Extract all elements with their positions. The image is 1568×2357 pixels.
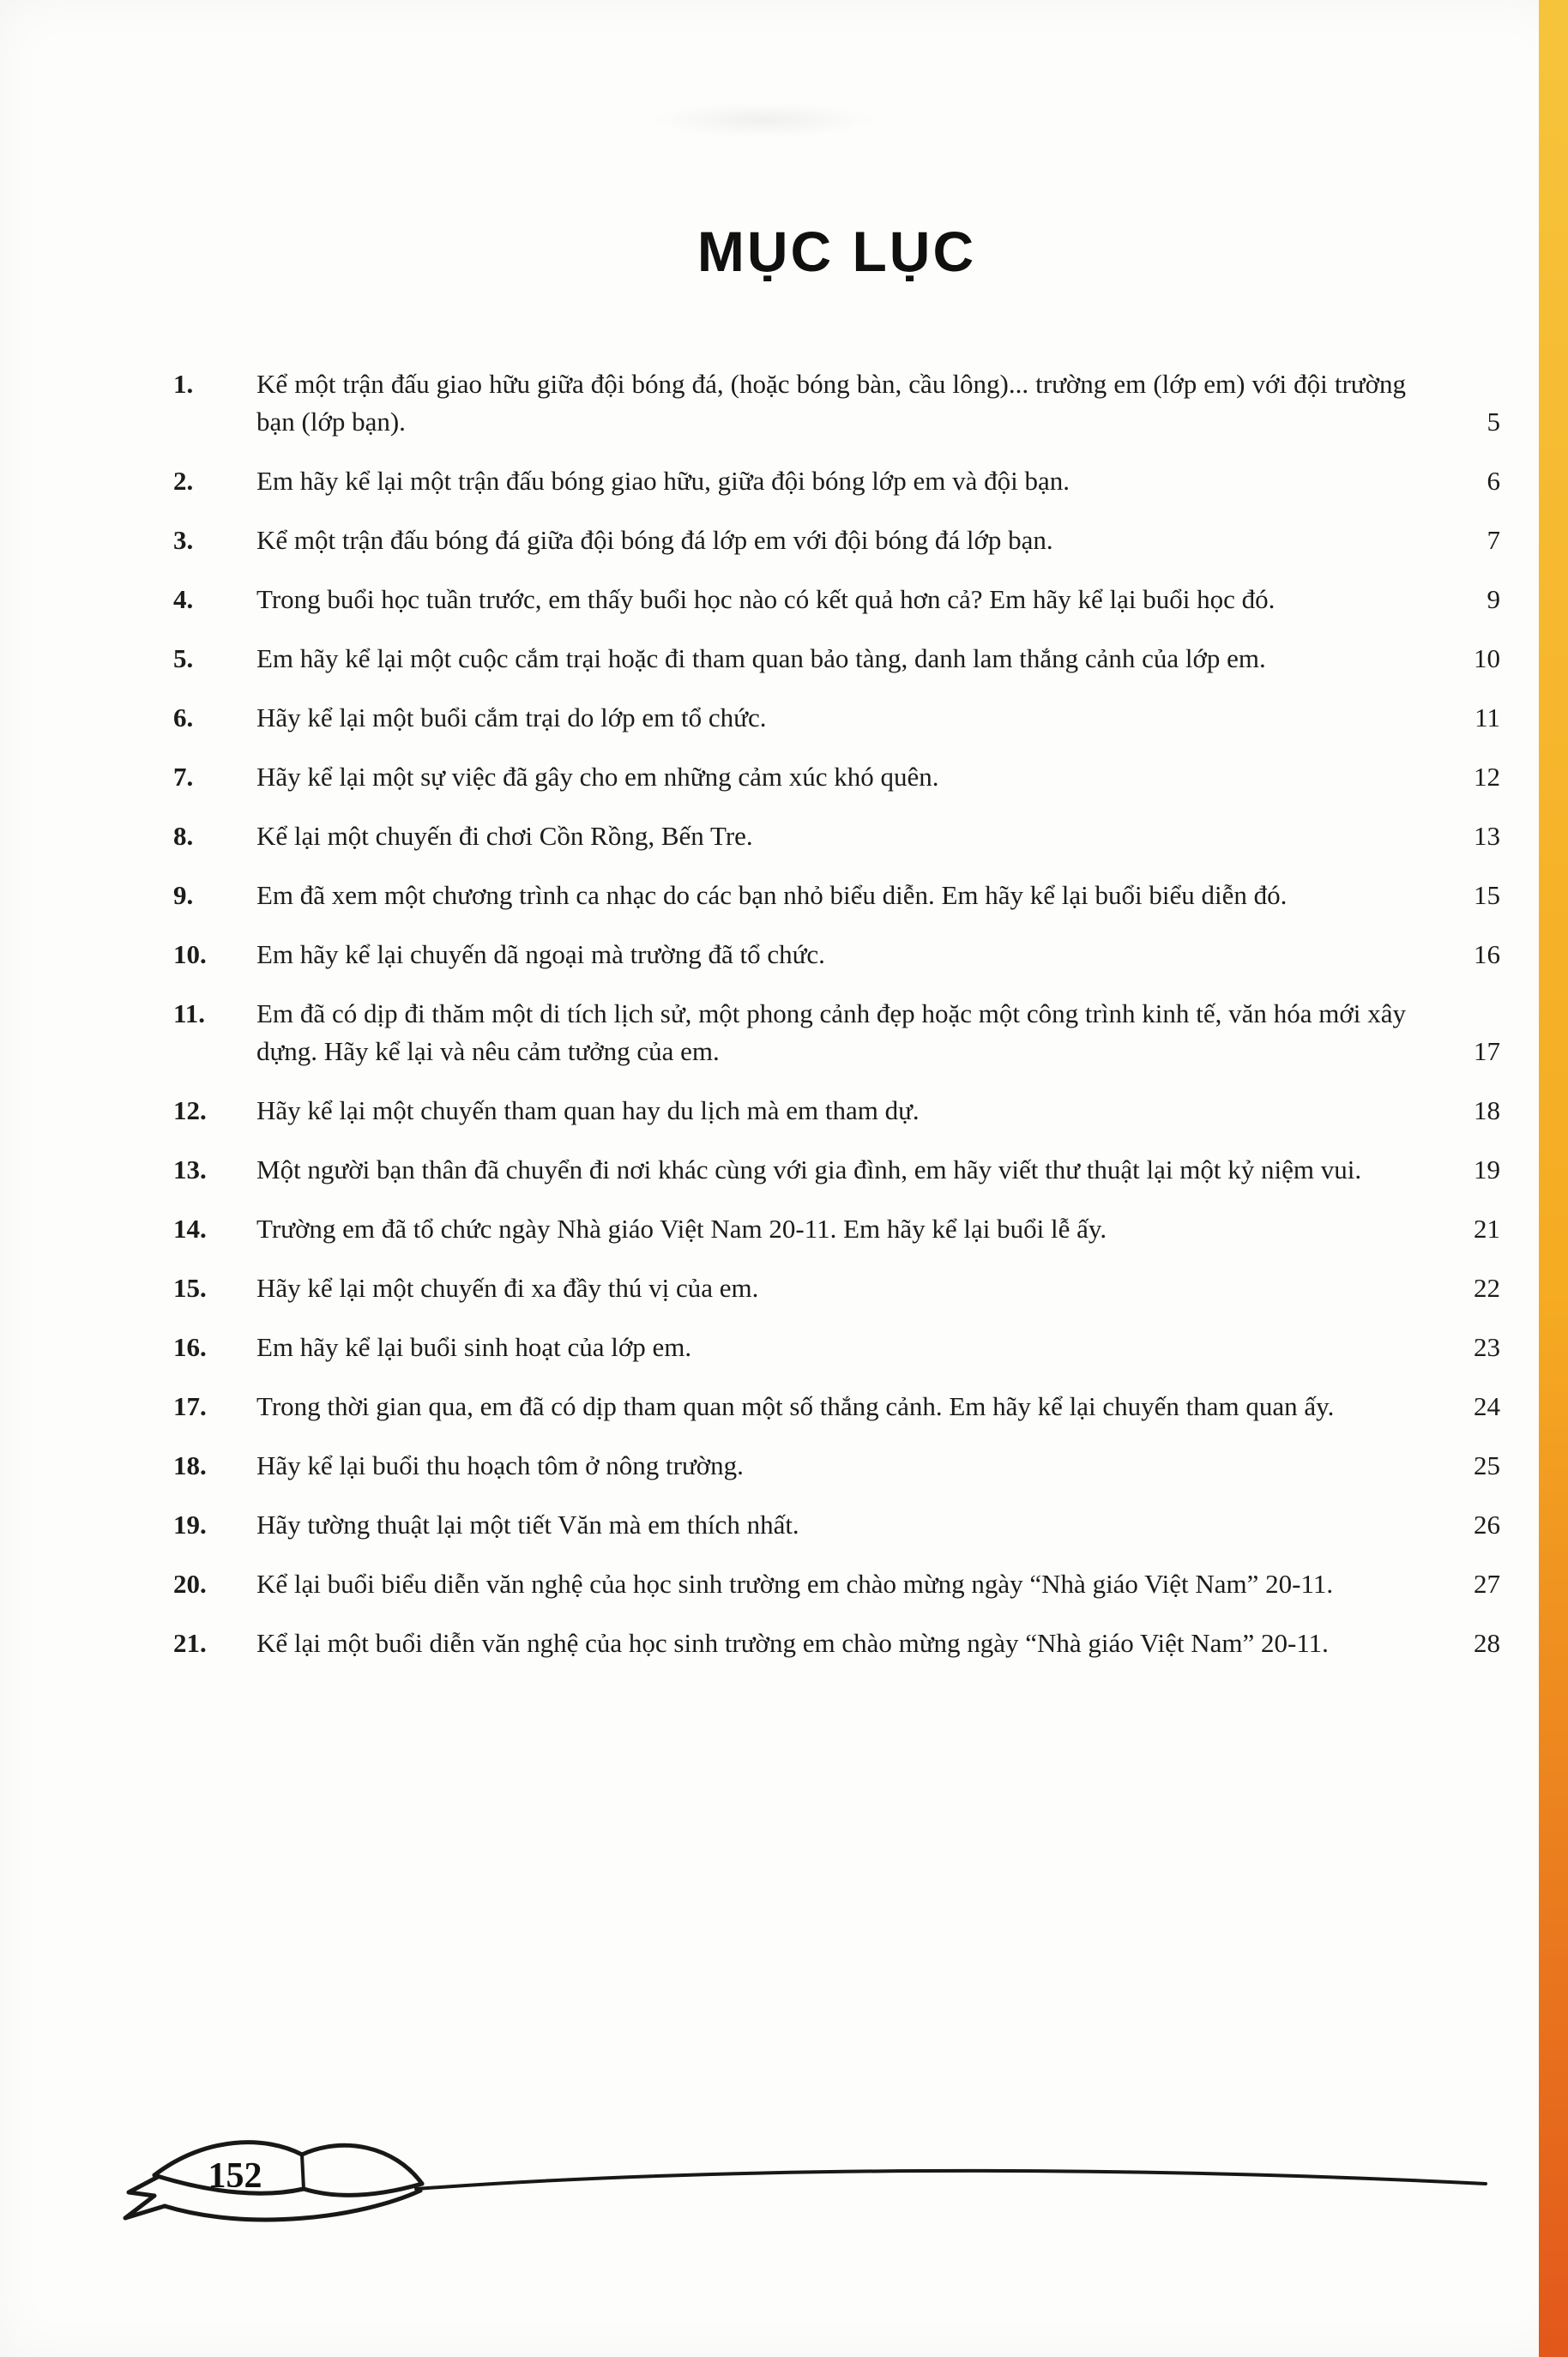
toc-entry-title: Một người bạn thân đã chuyển đi nơi khác cùng với gia đình, em hãy viết thư thuật lại một kỷ niệm vui. (256, 1154, 1362, 1185)
toc-entry-number: 12. (173, 1095, 207, 1125)
toc-entry-page: 22 (1474, 1273, 1500, 1303)
toc-entry-page: 9 (1487, 584, 1500, 614)
toc-entry-page: 12 (1474, 762, 1500, 792)
toc-entry (173, 1210, 1500, 1248)
toc-entry-number: 14. (173, 1214, 207, 1244)
toc-entry (173, 1506, 1500, 1544)
page-footer (120, 2110, 1527, 2273)
toc-entry (173, 1269, 1500, 1307)
toc-entry-number: 18. (173, 1450, 207, 1480)
toc-entry (173, 817, 1500, 855)
toc-entry-number: 20. (173, 1569, 207, 1599)
toc-entry (173, 699, 1500, 737)
scan-artifact (652, 103, 875, 137)
toc-entry-page: 21 (1474, 1214, 1500, 1244)
toc-entry-page: 11 (1475, 702, 1500, 732)
toc-entry-title: Trong buổi học tuần trước, em thấy buổi học nào có kết quả hơn cả? Em hãy kể lại buổi học đó. (256, 584, 1276, 614)
toc-entry-number: 19. (173, 1510, 207, 1540)
toc-entry-page: 19 (1474, 1154, 1500, 1185)
toc-entry (173, 1565, 1500, 1603)
toc-entry-page: 6 (1487, 466, 1500, 496)
footer-page-number: 152 (208, 2156, 262, 2196)
toc-entry-page: 25 (1474, 1450, 1500, 1480)
toc-entry-number: 16. (173, 1332, 207, 1362)
toc-entry-title: Em hãy kể lại chuyến dã ngoại mà trường đã tổ chức. (256, 939, 825, 969)
toc-entry (173, 365, 1500, 441)
toc-entry-page: 18 (1474, 1095, 1500, 1125)
toc-entry-page: 23 (1474, 1332, 1500, 1362)
open-book-icon (120, 2110, 1527, 2273)
toc-entry-page: 26 (1474, 1510, 1500, 1540)
toc-entry-number: 11. (173, 998, 206, 1028)
toc-entry (173, 640, 1500, 678)
toc-entry-page: 13 (1474, 821, 1500, 851)
toc-entry-page: 16 (1474, 939, 1500, 969)
toc-entry-title: Trường em đã tổ chức ngày Nhà giáo Việt Nam 20-11. Em hãy kể lại buổi lễ ấy. (256, 1214, 1107, 1244)
toc-entry-title: Em đã có dịp đi thăm một di tích lịch sử, một phong cảnh đẹp hoặc một công trình kinh tế, văn hóa mới xây dựng. Hãy kể lại và nêu cảm tưởng của em. (256, 998, 1406, 1066)
toc-entry-number: 21. (173, 1628, 207, 1658)
toc-entry-title: Em hãy kể lại một cuộc cắm trại hoặc đi tham quan bảo tàng, danh lam thắng cảnh của lớp em. (256, 643, 1266, 673)
accent-stripe (1539, 0, 1568, 2357)
toc-entry-title: Kể một trận đấu bóng đá giữa đội bóng đá lớp em với đội bóng đá lớp bạn. (256, 525, 1053, 555)
toc-entry (173, 758, 1500, 796)
toc-entry (173, 877, 1500, 914)
toc-entry-page: 17 (1474, 1036, 1500, 1066)
toc-entry (173, 1447, 1500, 1485)
toc-entry-page: 28 (1474, 1628, 1500, 1658)
toc-entry-number: 17. (173, 1391, 207, 1421)
toc-entry (173, 995, 1500, 1070)
toc-entry-number: 10. (173, 939, 207, 969)
toc-entry-number: 9. (173, 880, 194, 910)
toc-entry-title: Em hãy kể lại buổi sinh hoạt của lớp em. (256, 1332, 692, 1362)
toc-entry-page: 5 (1487, 407, 1500, 437)
toc-entry-title: Kể lại một chuyến đi chơi Cồn Rồng, Bến Tre. (256, 821, 753, 851)
toc-entry (173, 1329, 1500, 1366)
toc-entry-number: 3. (173, 525, 194, 555)
toc-entry (173, 462, 1500, 500)
toc-entry (173, 1625, 1500, 1662)
table-of-contents (173, 365, 1500, 1662)
toc-entry (173, 936, 1500, 974)
toc-entry-title: Em hãy kể lại một trận đấu bóng giao hữu, giữa đội bóng lớp em và đội bạn. (256, 466, 1070, 496)
toc-entry-title: Hãy kể lại một chuyến tham quan hay du lịch mà em tham dự. (256, 1095, 920, 1125)
toc-entry-number: 8. (173, 821, 194, 851)
toc-entry-title: Kể lại một buổi diễn văn nghệ của học sinh trường em chào mừng ngày “Nhà giáo Việt Nam” 20-11. (256, 1628, 1329, 1658)
toc-entry-page: 27 (1474, 1569, 1500, 1599)
toc-entry-number: 6. (173, 702, 194, 732)
toc-entry (173, 521, 1500, 559)
toc-entry (173, 1151, 1500, 1189)
toc-entry-number: 1. (173, 369, 194, 399)
toc-entry (173, 1388, 1500, 1426)
toc-entry-number: 5. (173, 643, 194, 673)
toc-entry-number: 13. (173, 1154, 207, 1185)
toc-entry-page: 10 (1474, 643, 1500, 673)
page-title: MỤC LỤC (697, 220, 977, 283)
toc-entry (173, 1092, 1500, 1130)
toc-entry-title: Hãy tường thuật lại một tiết Văn mà em thích nhất. (256, 1510, 799, 1540)
footer-rule (416, 2171, 1486, 2189)
toc-entry-number: 15. (173, 1273, 207, 1303)
toc-entry-title: Trong thời gian qua, em đã có dịp tham quan một số thắng cảnh. Em hãy kể lại chuyến tham quan ấy. (256, 1391, 1335, 1421)
toc-entry-number: 2. (173, 466, 194, 496)
toc-entry-number: 7. (173, 762, 194, 792)
toc-entry-page: 7 (1487, 525, 1500, 555)
toc-entry-title: Em đã xem một chương trình ca nhạc do các bạn nhỏ biểu diễn. Em hãy kể lại buổi biểu diễn đó. (256, 880, 1288, 910)
toc-entry-page: 24 (1474, 1391, 1500, 1421)
toc-entry-title: Kể lại buổi biểu diễn văn nghệ của học sinh trường em chào mừng ngày “Nhà giáo Việt Nam” 20-11. (256, 1569, 1334, 1599)
toc-entry-title: Hãy kể lại một buổi cắm trại do lớp em tổ chức. (256, 702, 767, 732)
toc-entry-page: 15 (1474, 880, 1500, 910)
toc-entry-title: Hãy kể lại buổi thu hoạch tôm ở nông trường. (256, 1450, 744, 1480)
toc-entry (173, 581, 1500, 618)
toc-entry-title: Kể một trận đấu giao hữu giữa đội bóng đá, (hoặc bóng bàn, cầu lông)... trường em (lớp em) với đội trường bạn (lớp bạn). (256, 369, 1406, 437)
toc-entry-title: Hãy kể lại một chuyến đi xa đầy thú vị của em. (256, 1273, 759, 1303)
toc-entry-number: 4. (173, 584, 194, 614)
toc-entry-title: Hãy kể lại một sự việc đã gây cho em những cảm xúc khó quên. (256, 762, 939, 792)
